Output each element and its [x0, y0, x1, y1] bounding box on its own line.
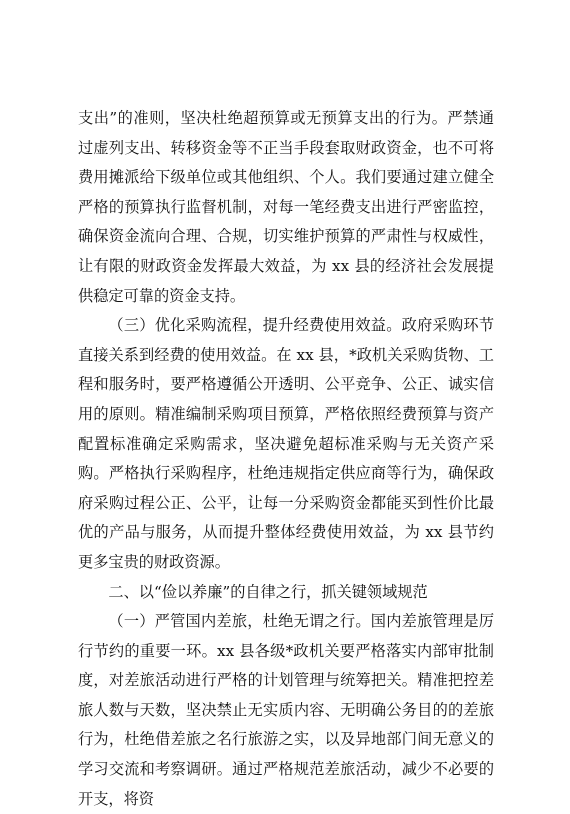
section-heading-2: 二、以“俭以养廉”的自律之行，抓关键领域规范 — [108, 582, 428, 601]
paragraph-procurement: （三）优化采购流程，提升经费使用效益。政府采购环节直接关系到经费的使用效益。在 xx 县，*政机关采购货物、工程和服务时，要严格遵循公开透明、公平竞争、公正、诚实信用的原则。精准编制采购项目预算，严格依照经费预算与资产配置标准确定采购需求，坚决避免超标准采购与无关资产采购。严格执行采购程序，杜绝违规指定供应商等行为，确保政府采购过程公正、公平，让每一分采购资金都能买到性价比最优的产品与服务，从而提升整体经费使用效益，为 xx 县节约更多宝贵的财政资源。 — [78, 316, 494, 571]
document-body — [78, 104, 494, 814]
paragraph-travel: （一）严管国内差旅，杜绝无谓之行。国内差旅管理是厉行节约的重要一环。xx 县各级*政机关要严格落实内部审批制度，对差旅活动进行严格的计划管理与统筹把关。精准把控差旅人数与天数，坚决禁止无实质内容、无明确公务目的的差旅行为，杜绝借差旅之名行旅游之实，以及异地部门间无意义的学习交流和考察调研。通过严格规范差旅活动，减少不必要的开支，将资 — [78, 612, 494, 808]
paragraph-budget-continuation: 支出”的准则，坚决杜绝超预算或无预算支出的行为。严禁通过虚列支出、转移资金等不正当手段套取财政资金，也不可将费用摊派给下级单位或其他组织、个人。我们要通过建立健全严格的预算执行监督机制，对每一笔经费支出进行严密监控，确保资金流向合理、合规，切实维护预算的严肃性与权威性，让有限的财政资金发挥最大效益，为 xx 县的经济社会发展提供稳定可靠的资金支持。 — [78, 109, 494, 305]
